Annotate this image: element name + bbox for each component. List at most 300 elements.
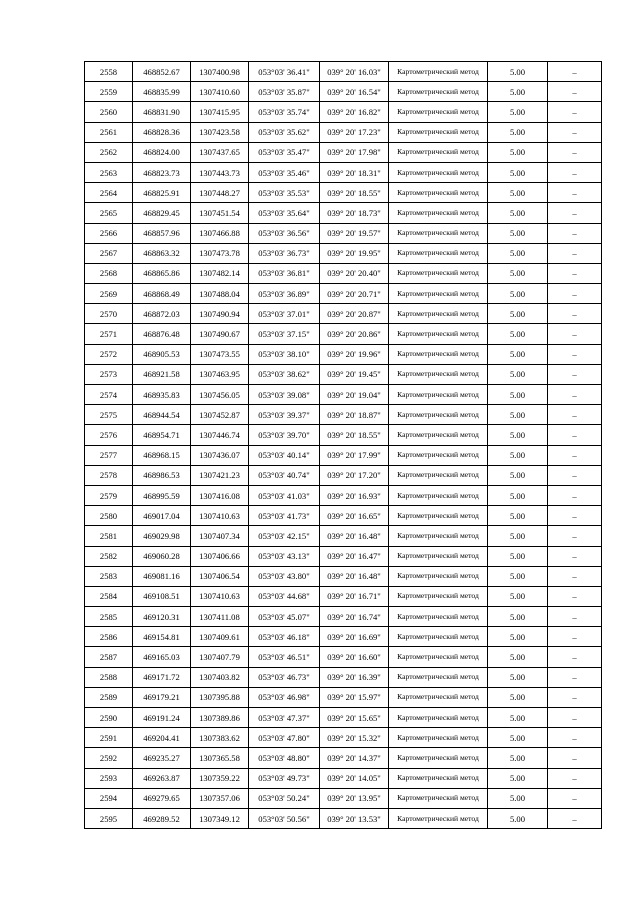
- longitude-cell: 039° 20' 16.60": [320, 647, 389, 667]
- y-coordinate-cell: 1307436.07: [191, 445, 249, 465]
- longitude-cell: 039° 20' 18.31": [320, 162, 389, 182]
- point-number-cell: 2575: [85, 405, 133, 425]
- note-cell: –: [548, 768, 602, 788]
- y-coordinate-cell: 1307463.95: [191, 364, 249, 384]
- method-cell: Картометрический метод: [389, 728, 488, 748]
- x-coordinate-cell: 469029.98: [133, 526, 191, 546]
- longitude-cell: 039° 20' 16.71": [320, 586, 389, 606]
- accuracy-cell: 5.00: [488, 768, 548, 788]
- latitude-cell: 053°03' 40.74": [249, 465, 320, 485]
- accuracy-cell: 5.00: [488, 405, 548, 425]
- point-number-cell: 2579: [85, 485, 133, 505]
- x-coordinate-cell: 468852.67: [133, 62, 191, 82]
- accuracy-cell: 5.00: [488, 485, 548, 505]
- accuracy-cell: 5.00: [488, 324, 548, 344]
- note-cell: –: [548, 728, 602, 748]
- point-number-cell: 2563: [85, 162, 133, 182]
- table-row: [85, 82, 602, 102]
- note-cell: –: [548, 748, 602, 768]
- y-coordinate-cell: 1307446.74: [191, 425, 249, 445]
- latitude-cell: 053°03' 45.07": [249, 607, 320, 627]
- x-coordinate-cell: 468865.86: [133, 263, 191, 283]
- y-coordinate-cell: 1307482.14: [191, 263, 249, 283]
- point-number-cell: 2564: [85, 183, 133, 203]
- table-row: [85, 687, 602, 707]
- longitude-cell: 039° 20' 19.96": [320, 344, 389, 364]
- latitude-cell: 053°03' 38.10": [249, 344, 320, 364]
- accuracy-cell: 5.00: [488, 667, 548, 687]
- longitude-cell: 039° 20' 13.95": [320, 788, 389, 808]
- point-number-cell: 2558: [85, 62, 133, 82]
- y-coordinate-cell: 1307410.63: [191, 506, 249, 526]
- y-coordinate-cell: 1307407.34: [191, 526, 249, 546]
- latitude-cell: 053°03' 46.51": [249, 647, 320, 667]
- note-cell: –: [548, 122, 602, 142]
- point-number-cell: 2567: [85, 243, 133, 263]
- note-cell: –: [548, 586, 602, 606]
- note-cell: –: [548, 405, 602, 425]
- y-coordinate-cell: 1307400.98: [191, 62, 249, 82]
- y-coordinate-cell: 1307488.04: [191, 284, 249, 304]
- y-coordinate-cell: 1307421.23: [191, 465, 249, 485]
- longitude-cell: 039° 20' 15.32": [320, 728, 389, 748]
- note-cell: –: [548, 304, 602, 324]
- longitude-cell: 039° 20' 16.65": [320, 506, 389, 526]
- longitude-cell: 039° 20' 19.45": [320, 364, 389, 384]
- point-number-cell: 2562: [85, 142, 133, 162]
- method-cell: Картометрический метод: [389, 243, 488, 263]
- table-row: [85, 122, 602, 142]
- x-coordinate-cell: 469120.31: [133, 607, 191, 627]
- table-row: [85, 728, 602, 748]
- point-number-cell: 2568: [85, 263, 133, 283]
- latitude-cell: 053°03' 38.62": [249, 364, 320, 384]
- x-coordinate-cell: 468824.00: [133, 142, 191, 162]
- x-coordinate-cell: 469179.21: [133, 687, 191, 707]
- method-cell: Картометрический метод: [389, 566, 488, 586]
- y-coordinate-cell: 1307437.65: [191, 142, 249, 162]
- accuracy-cell: 5.00: [488, 788, 548, 808]
- note-cell: –: [548, 263, 602, 283]
- latitude-cell: 053°03' 35.53": [249, 183, 320, 203]
- accuracy-cell: 5.00: [488, 203, 548, 223]
- latitude-cell: 053°03' 35.47": [249, 142, 320, 162]
- latitude-cell: 053°03' 39.37": [249, 405, 320, 425]
- longitude-cell: 039° 20' 20.40": [320, 263, 389, 283]
- accuracy-cell: 5.00: [488, 708, 548, 728]
- x-coordinate-cell: 469191.24: [133, 708, 191, 728]
- table-row: [85, 485, 602, 505]
- table-row: [85, 465, 602, 485]
- accuracy-cell: 5.00: [488, 647, 548, 667]
- table-row: [85, 808, 602, 828]
- latitude-cell: 053°03' 44.68": [249, 586, 320, 606]
- note-cell: –: [548, 808, 602, 828]
- latitude-cell: 053°03' 47.80": [249, 728, 320, 748]
- method-cell: Картометрический метод: [389, 324, 488, 344]
- method-cell: Картометрический метод: [389, 304, 488, 324]
- x-coordinate-cell: 468968.15: [133, 445, 191, 465]
- note-cell: –: [548, 445, 602, 465]
- note-cell: –: [548, 667, 602, 687]
- accuracy-cell: 5.00: [488, 344, 548, 364]
- point-number-cell: 2578: [85, 465, 133, 485]
- table-row: [85, 768, 602, 788]
- accuracy-cell: 5.00: [488, 263, 548, 283]
- x-coordinate-cell: 469165.03: [133, 647, 191, 667]
- table-row: [85, 647, 602, 667]
- longitude-cell: 039° 20' 18.87": [320, 405, 389, 425]
- note-cell: –: [548, 183, 602, 203]
- longitude-cell: 039° 20' 19.57": [320, 223, 389, 243]
- note-cell: –: [548, 324, 602, 344]
- latitude-cell: 053°03' 35.74": [249, 102, 320, 122]
- x-coordinate-cell: 469171.72: [133, 667, 191, 687]
- table-row: [85, 223, 602, 243]
- latitude-cell: 053°03' 39.08": [249, 385, 320, 405]
- method-cell: Картометрический метод: [389, 546, 488, 566]
- table-row: [85, 162, 602, 182]
- latitude-cell: 053°03' 36.73": [249, 243, 320, 263]
- accuracy-cell: 5.00: [488, 425, 548, 445]
- y-coordinate-cell: 1307409.61: [191, 627, 249, 647]
- x-coordinate-cell: 468863.32: [133, 243, 191, 263]
- table-row: [85, 405, 602, 425]
- y-coordinate-cell: 1307415.95: [191, 102, 249, 122]
- y-coordinate-cell: 1307410.63: [191, 586, 249, 606]
- table-row: [85, 546, 602, 566]
- note-cell: –: [548, 465, 602, 485]
- longitude-cell: 039° 20' 18.55": [320, 425, 389, 445]
- y-coordinate-cell: 1307490.67: [191, 324, 249, 344]
- y-coordinate-cell: 1307403.82: [191, 667, 249, 687]
- method-cell: Картометрический метод: [389, 142, 488, 162]
- latitude-cell: 053°03' 40.14": [249, 445, 320, 465]
- point-number-cell: 2566: [85, 223, 133, 243]
- longitude-cell: 039° 20' 17.98": [320, 142, 389, 162]
- y-coordinate-cell: 1307452.87: [191, 405, 249, 425]
- table-row: [85, 324, 602, 344]
- latitude-cell: 053°03' 46.98": [249, 687, 320, 707]
- x-coordinate-cell: 468944.54: [133, 405, 191, 425]
- latitude-cell: 053°03' 37.15": [249, 324, 320, 344]
- latitude-cell: 053°03' 36.81": [249, 263, 320, 283]
- y-coordinate-cell: 1307383.62: [191, 728, 249, 748]
- point-number-cell: 2560: [85, 102, 133, 122]
- longitude-cell: 039° 20' 16.74": [320, 607, 389, 627]
- y-coordinate-cell: 1307407.79: [191, 647, 249, 667]
- table-row: [85, 526, 602, 546]
- accuracy-cell: 5.00: [488, 546, 548, 566]
- accuracy-cell: 5.00: [488, 445, 548, 465]
- point-number-cell: 2588: [85, 667, 133, 687]
- method-cell: Картометрический метод: [389, 687, 488, 707]
- method-cell: Картометрический метод: [389, 768, 488, 788]
- accuracy-cell: 5.00: [488, 223, 548, 243]
- longitude-cell: 039° 20' 18.73": [320, 203, 389, 223]
- x-coordinate-cell: 469289.52: [133, 808, 191, 828]
- x-coordinate-cell: 469279.65: [133, 788, 191, 808]
- x-coordinate-cell: 469235.27: [133, 748, 191, 768]
- method-cell: Картометрический метод: [389, 647, 488, 667]
- table-row: [85, 627, 602, 647]
- accuracy-cell: 5.00: [488, 82, 548, 102]
- y-coordinate-cell: 1307406.66: [191, 546, 249, 566]
- latitude-cell: 053°03' 37.01": [249, 304, 320, 324]
- accuracy-cell: 5.00: [488, 385, 548, 405]
- x-coordinate-cell: 468986.53: [133, 465, 191, 485]
- method-cell: Картометрический метод: [389, 102, 488, 122]
- note-cell: –: [548, 62, 602, 82]
- latitude-cell: 053°03' 50.56": [249, 808, 320, 828]
- point-number-cell: 2595: [85, 808, 133, 828]
- y-coordinate-cell: 1307349.12: [191, 808, 249, 828]
- method-cell: Картометрический метод: [389, 405, 488, 425]
- accuracy-cell: 5.00: [488, 748, 548, 768]
- x-coordinate-cell: 469108.51: [133, 586, 191, 606]
- y-coordinate-cell: 1307410.60: [191, 82, 249, 102]
- accuracy-cell: 5.00: [488, 728, 548, 748]
- longitude-cell: 039° 20' 14.05": [320, 768, 389, 788]
- method-cell: Картометрический метод: [389, 526, 488, 546]
- table-row: [85, 667, 602, 687]
- table-row: [85, 243, 602, 263]
- method-cell: Картометрический метод: [389, 506, 488, 526]
- method-cell: Картометрический метод: [389, 284, 488, 304]
- method-cell: Картометрический метод: [389, 667, 488, 687]
- longitude-cell: 039° 20' 17.99": [320, 445, 389, 465]
- accuracy-cell: 5.00: [488, 607, 548, 627]
- x-coordinate-cell: 469081.16: [133, 566, 191, 586]
- method-cell: Картометрический метод: [389, 586, 488, 606]
- method-cell: Картометрический метод: [389, 223, 488, 243]
- point-number-cell: 2571: [85, 324, 133, 344]
- x-coordinate-cell: 468823.73: [133, 162, 191, 182]
- longitude-cell: 039° 20' 16.47": [320, 546, 389, 566]
- longitude-cell: 039° 20' 16.39": [320, 667, 389, 687]
- note-cell: –: [548, 102, 602, 122]
- note-cell: –: [548, 627, 602, 647]
- latitude-cell: 053°03' 35.46": [249, 162, 320, 182]
- x-coordinate-cell: 468995.59: [133, 485, 191, 505]
- point-number-cell: 2576: [85, 425, 133, 445]
- accuracy-cell: 5.00: [488, 304, 548, 324]
- accuracy-cell: 5.00: [488, 586, 548, 606]
- x-coordinate-cell: 469204.41: [133, 728, 191, 748]
- x-coordinate-cell: 469263.87: [133, 768, 191, 788]
- method-cell: Картометрический метод: [389, 748, 488, 768]
- latitude-cell: 053°03' 41.73": [249, 506, 320, 526]
- note-cell: –: [548, 607, 602, 627]
- table-row: [85, 203, 602, 223]
- longitude-cell: 039° 20' 19.95": [320, 243, 389, 263]
- point-number-cell: 2569: [85, 284, 133, 304]
- point-number-cell: 2592: [85, 748, 133, 768]
- longitude-cell: 039° 20' 17.20": [320, 465, 389, 485]
- longitude-cell: 039° 20' 20.86": [320, 324, 389, 344]
- method-cell: Картометрический метод: [389, 485, 488, 505]
- accuracy-cell: 5.00: [488, 62, 548, 82]
- y-coordinate-cell: 1307448.27: [191, 183, 249, 203]
- latitude-cell: 053°03' 43.13": [249, 546, 320, 566]
- method-cell: Картометрический метод: [389, 808, 488, 828]
- latitude-cell: 053°03' 48.80": [249, 748, 320, 768]
- longitude-cell: 039° 20' 15.97": [320, 687, 389, 707]
- point-number-cell: 2580: [85, 506, 133, 526]
- note-cell: –: [548, 687, 602, 707]
- y-coordinate-cell: 1307365.58: [191, 748, 249, 768]
- latitude-cell: 053°03' 35.62": [249, 122, 320, 142]
- longitude-cell: 039° 20' 20.87": [320, 304, 389, 324]
- x-coordinate-cell: 469060.28: [133, 546, 191, 566]
- point-number-cell: 2587: [85, 647, 133, 667]
- longitude-cell: 039° 20' 16.48": [320, 526, 389, 546]
- note-cell: –: [548, 142, 602, 162]
- x-coordinate-cell: 468825.91: [133, 183, 191, 203]
- note-cell: –: [548, 485, 602, 505]
- point-number-cell: 2593: [85, 768, 133, 788]
- longitude-cell: 039° 20' 14.37": [320, 748, 389, 768]
- x-coordinate-cell: 468876.48: [133, 324, 191, 344]
- accuracy-cell: 5.00: [488, 566, 548, 586]
- accuracy-cell: 5.00: [488, 243, 548, 263]
- note-cell: –: [548, 425, 602, 445]
- accuracy-cell: 5.00: [488, 142, 548, 162]
- method-cell: Картометрический метод: [389, 607, 488, 627]
- table-row: [85, 607, 602, 627]
- y-coordinate-cell: 1307451.54: [191, 203, 249, 223]
- point-number-cell: 2570: [85, 304, 133, 324]
- method-cell: Картометрический метод: [389, 82, 488, 102]
- method-cell: Картометрический метод: [389, 62, 488, 82]
- table-row: [85, 506, 602, 526]
- point-number-cell: 2583: [85, 566, 133, 586]
- latitude-cell: 053°03' 42.15": [249, 526, 320, 546]
- accuracy-cell: 5.00: [488, 102, 548, 122]
- note-cell: –: [548, 506, 602, 526]
- table-row: [85, 586, 602, 606]
- y-coordinate-cell: 1307395.88: [191, 687, 249, 707]
- point-number-cell: 2594: [85, 788, 133, 808]
- table-row: [85, 284, 602, 304]
- table-row: [85, 62, 602, 82]
- point-number-cell: 2565: [85, 203, 133, 223]
- method-cell: Картометрический метод: [389, 445, 488, 465]
- latitude-cell: 053°03' 50.24": [249, 788, 320, 808]
- longitude-cell: 039° 20' 13.53": [320, 808, 389, 828]
- accuracy-cell: 5.00: [488, 162, 548, 182]
- latitude-cell: 053°03' 39.70": [249, 425, 320, 445]
- note-cell: –: [548, 708, 602, 728]
- coordinate-table: [84, 61, 602, 829]
- table-row: [85, 708, 602, 728]
- latitude-cell: 053°03' 36.89": [249, 284, 320, 304]
- note-cell: –: [548, 162, 602, 182]
- x-coordinate-cell: 469017.04: [133, 506, 191, 526]
- table-body: [85, 62, 602, 829]
- point-number-cell: 2559: [85, 82, 133, 102]
- note-cell: –: [548, 526, 602, 546]
- point-number-cell: 2573: [85, 364, 133, 384]
- accuracy-cell: 5.00: [488, 364, 548, 384]
- longitude-cell: 039° 20' 16.03": [320, 62, 389, 82]
- longitude-cell: 039° 20' 16.82": [320, 102, 389, 122]
- point-number-cell: 2561: [85, 122, 133, 142]
- longitude-cell: 039° 20' 17.23": [320, 122, 389, 142]
- x-coordinate-cell: 469154.81: [133, 627, 191, 647]
- method-cell: Картометрический метод: [389, 162, 488, 182]
- point-number-cell: 2591: [85, 728, 133, 748]
- latitude-cell: 053°03' 36.41": [249, 62, 320, 82]
- y-coordinate-cell: 1307473.55: [191, 344, 249, 364]
- note-cell: –: [548, 203, 602, 223]
- longitude-cell: 039° 20' 16.93": [320, 485, 389, 505]
- y-coordinate-cell: 1307443.73: [191, 162, 249, 182]
- table-row: [85, 788, 602, 808]
- x-coordinate-cell: 468835.99: [133, 82, 191, 102]
- table-row: [85, 344, 602, 364]
- longitude-cell: 039° 20' 15.65": [320, 708, 389, 728]
- longitude-cell: 039° 20' 20.71": [320, 284, 389, 304]
- longitude-cell: 039° 20' 18.55": [320, 183, 389, 203]
- method-cell: Картометрический метод: [389, 627, 488, 647]
- accuracy-cell: 5.00: [488, 284, 548, 304]
- latitude-cell: 053°03' 36.56": [249, 223, 320, 243]
- point-number-cell: 2572: [85, 344, 133, 364]
- y-coordinate-cell: 1307456.05: [191, 385, 249, 405]
- table-row: [85, 142, 602, 162]
- table-row: [85, 183, 602, 203]
- note-cell: –: [548, 223, 602, 243]
- accuracy-cell: 5.00: [488, 808, 548, 828]
- latitude-cell: 053°03' 47.37": [249, 708, 320, 728]
- point-number-cell: 2574: [85, 385, 133, 405]
- point-number-cell: 2586: [85, 627, 133, 647]
- method-cell: Картометрический метод: [389, 788, 488, 808]
- x-coordinate-cell: 468829.45: [133, 203, 191, 223]
- note-cell: –: [548, 284, 602, 304]
- note-cell: –: [548, 647, 602, 667]
- point-number-cell: 2590: [85, 708, 133, 728]
- x-coordinate-cell: 468857.96: [133, 223, 191, 243]
- latitude-cell: 053°03' 35.64": [249, 203, 320, 223]
- accuracy-cell: 5.00: [488, 506, 548, 526]
- x-coordinate-cell: 468954.71: [133, 425, 191, 445]
- note-cell: –: [548, 243, 602, 263]
- table-row: [85, 445, 602, 465]
- y-coordinate-cell: 1307423.58: [191, 122, 249, 142]
- method-cell: Картометрический метод: [389, 465, 488, 485]
- y-coordinate-cell: 1307406.54: [191, 566, 249, 586]
- latitude-cell: 053°03' 49.73": [249, 768, 320, 788]
- table-row: [85, 385, 602, 405]
- table-row: [85, 748, 602, 768]
- accuracy-cell: 5.00: [488, 183, 548, 203]
- method-cell: Картометрический метод: [389, 183, 488, 203]
- table-row: [85, 364, 602, 384]
- longitude-cell: 039° 20' 16.69": [320, 627, 389, 647]
- accuracy-cell: 5.00: [488, 465, 548, 485]
- y-coordinate-cell: 1307473.78: [191, 243, 249, 263]
- accuracy-cell: 5.00: [488, 687, 548, 707]
- point-number-cell: 2582: [85, 546, 133, 566]
- latitude-cell: 053°03' 43.80": [249, 566, 320, 586]
- x-coordinate-cell: 468905.53: [133, 344, 191, 364]
- table-row: [85, 263, 602, 283]
- point-number-cell: 2585: [85, 607, 133, 627]
- note-cell: –: [548, 546, 602, 566]
- method-cell: Картометрический метод: [389, 263, 488, 283]
